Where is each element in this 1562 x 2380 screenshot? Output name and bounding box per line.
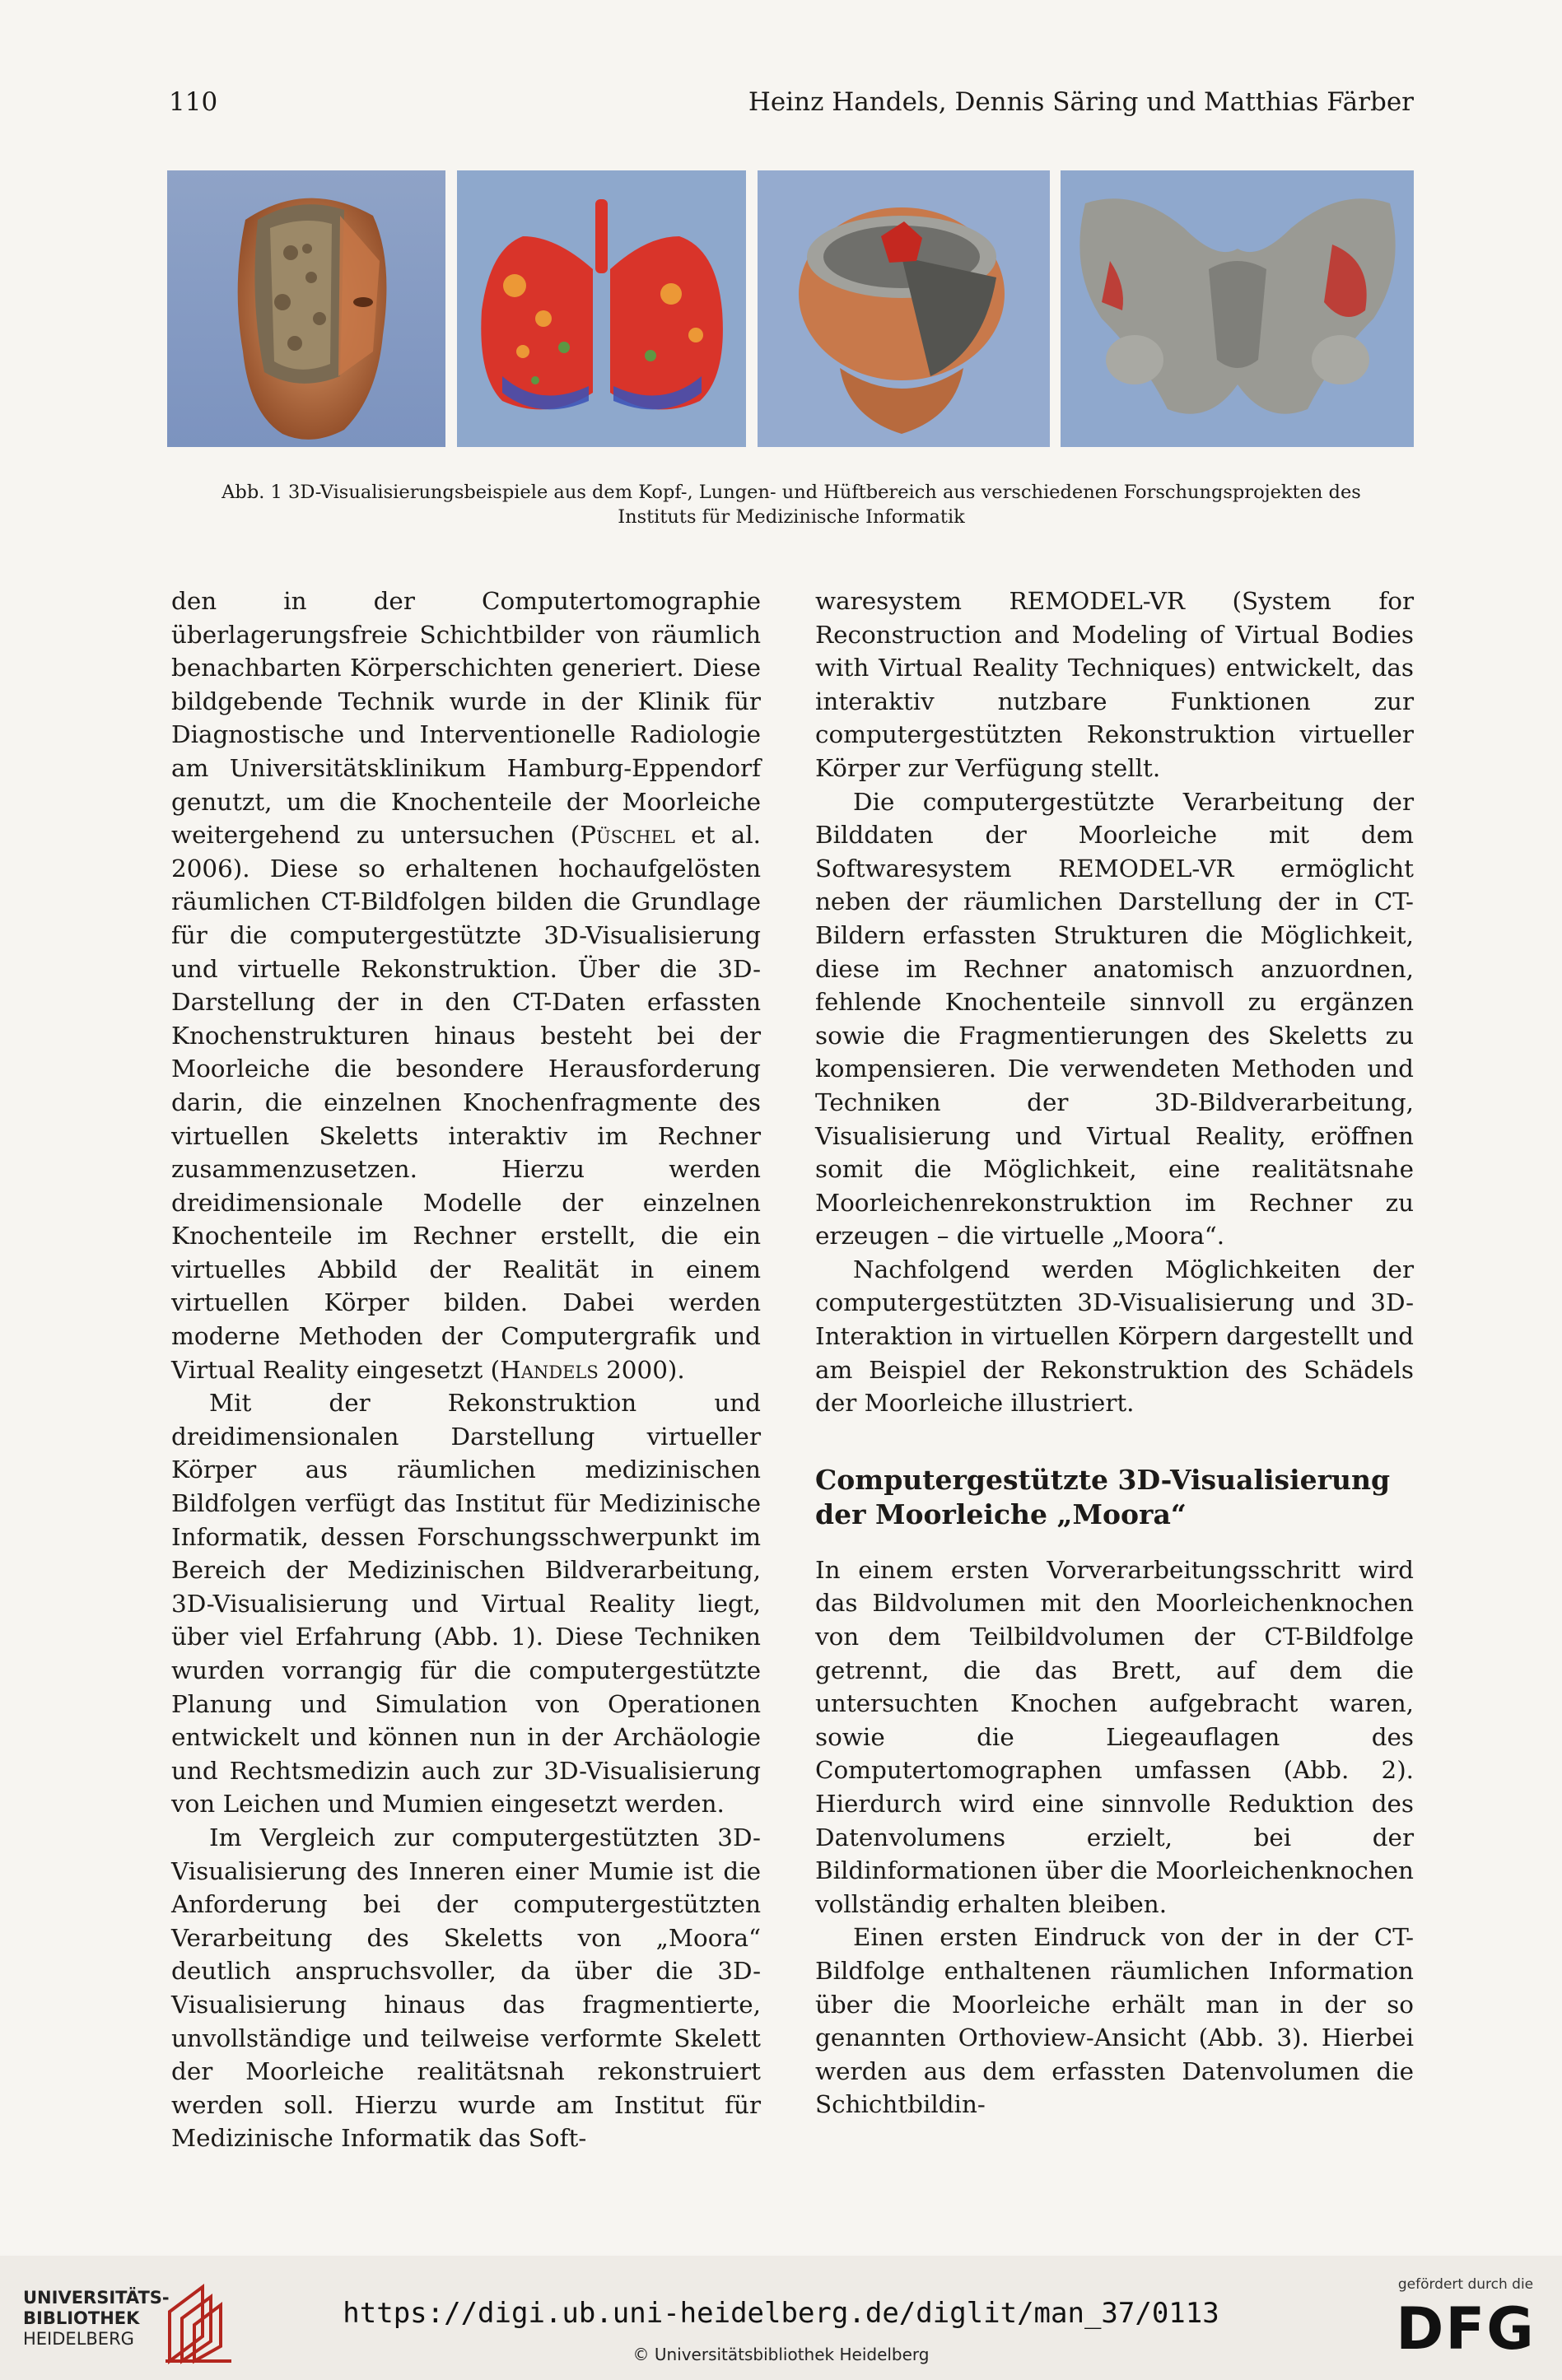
citation-author: Püschel [580,821,675,850]
paragraph-text: et al. 2006). Diese so erhaltenen hochaufgelösten räumlichen CT-Bildfolgen bilden die Grundlage für die computergestützte 3D-Visualisierung und virtuelle Rekonstruktion. Über die 3D-Darstellung der in den CT-Daten erfassten Knochenstrukturen hinaus besteht bei der Moorleiche die besondere Herausforderung darin, die einzelnen Knochenfragmente des virtuellen Skeletts interaktiv im Rechner zusammenzusetzen. Hierzu werden dreidimensionale Modelle der einzelnen Knochenteile im Rechner erstellt, die ein virtuelles Abbild der Realität in einem virtuellen Körper bilden. Dabei werden moderne Methoden der Computergrafik und Virtual Reality eingesetzt ( [171,821,762,1384]
figure-caption-line-2: Instituts für Medizinische Informatik [618,506,965,528]
running-head-authors: Heinz Handels, Dennis Säring und Matthias Färber [748,87,1414,117]
paragraph: Die computergestützte Verarbeitung der Bilddaten der Moorleiche mit dem Softwaresystem REMODEL-VR ermöglicht neben der räumlichen Darstellung der in CT-Bildern erfassten Strukturen die Möglichkeit, diese im Rechner anatomisch anzuordnen, fehlende Knochenteile sinnvoll zu ergänzen sowie die Fragmentierungen des Skeletts zu kompensieren. Die verwendeten Methoden und Techniken der 3D-Bildverarbeitung, Visualisierung und Virtual Reality, eröffnen somit die Möglichkeit, eine realitätsnahe Moorleichenrekonstruktion im Rechner zu erzeugen – die virtuelle „Moora“. [815,787,1414,1251]
paragraph: Nachfolgend werden Möglichkeiten der computergestützten 3D-Visualisierung und 3D-Interaktion in virtuellen Körpern dargestellt und am Beispiel der Rekonstruktion des Schädels der Moorleiche illustriert. [815,1255,1414,1418]
copyright-notice: © Universitätsbibliothek Heidelberg [632,2345,930,2364]
figure-panel-lungs [457,170,746,447]
figure-abb-1 [167,170,1414,447]
figure-panel-pelvis [1061,170,1414,447]
text-column-right [815,585,1414,2122]
library-name-line: BIBLIOTHEK [23,2308,140,2328]
figure-panel-skull-section [758,170,1050,447]
paragraph-text: 2000). [598,1355,685,1384]
dfg-logo: DFG [1396,2295,1536,2363]
page-header [169,87,1414,123]
paragraph-text: den in der Computertomographie überlagerungsfreie Schichtbilder von räumlich benachbarten Körperschichten generiert. Diese bildgebende Technik wurde in der Klinik für Diagnostische und Interventionelle Radiologie am Universitätsklinikum Hamburg-Eppendorf genutzt, um die Knochenteile der Moorleiche weitergehend zu untersuchen ( [171,587,761,850]
figure-caption-line-1: Abb. 1 3D-Visualisierungsbeispiele aus dem Kopf-, Lungen- und Hüftbereich aus verschiedenen Forschungsprojekten des [221,482,1361,503]
paragraph: Einen ersten Eindruck von der in der CT-Bildfolge enthaltenen räumlichen Information über die Moorleiche erhält man in der so genannten Orthoview-Ansicht (Abb. 3). Hierbei werden aus dem erfassten Datenvolumen die Schichtbildin- [815,1923,1414,2119]
section-heading: Computergestützte 3D-Visualisierung der Moorleiche „Moora“ [815,1463,1391,1530]
library-name-line: UNIVERSITÄTS- [23,2288,170,2308]
paragraph: Mit der Rekonstruktion und dreidimensionalen Darstellung virtueller Körper aus räumlichen medizinischen Bildfolgen verfügt das Institut für Medizinische Informatik, dessen Forschungsschwerpunkt im Bereich der Medizinischen Bildverarbeitung, 3D-Visualisierung und Virtual Reality liegt, über viel Erfahrung (Abb. 1). Diese Techniken wurden vorrangig für die computergestützte Planung und Simulation von Operationen entwickelt und können nun in der Archäologie und Rechtsmedizin auch zur 3D-Visualisierung von Leichen und Mumien eingesetzt werden. [171,1389,761,1819]
paragraph [171,585,761,1386]
figure-panel-head-skin-cutaway [167,170,445,447]
funder-badge[interactable] [1392,2276,1540,2367]
permalink-url[interactable]: https://digi.ub.uni-heidelberg.de/diglit/man_37/0113 [343,2297,1219,2330]
page-number: 110 [169,87,218,117]
citation-author: Handels [500,1355,599,1384]
funder-label: gefördert durch die [1397,2276,1534,2293]
paragraph: In einem ersten Vorverarbeitungsschritt wird das Bildvolumen mit den Moorleichenknochen von dem Teilbildvolumen der CT-Bildfolge getrennt, die das Brett, auf dem die untersuchten Knochen aufgebracht waren, sowie die Liegeauflagen des Computertomographen umfassen (Abb. 2). Hierdurch wird eine sinnvolle Reduktion des Datenvolumens erzielt, bei der Bildinformationen über die Moorleichenknochen vollständig erhalten bleiben. [815,1555,1414,1918]
paragraph: Im Vergleich zur computergestützten 3D-Visualisierung des Inneren einer Mumie ist die Anforderung bei der computergestützten Verarbeitung des Skeletts von „Moora“ deutlich anspruchsvoller, da über die 3D-Visualisierung hinaus das fragmentierte, unvollständige und teilweise verformte Skelett der Moorleiche realitätsnah rekonstruiert werden soll. Hierzu wurde am Institut für Medizinische Informatik das Soft- [171,1823,761,2153]
text-column-left [171,585,761,2155]
figure-caption [169,480,1414,529]
library-name-line: HEIDELBERG [23,2329,134,2349]
paragraph: waresystem REMODEL-VR (System for Reconstruction and Modeling of Virtual Bodies with Virtual Reality Techniques) entwickelt, das interaktiv nutzbare Funktionen zur computergestützten Rekonstruktion virtueller Körper zur Verfügung stellt. [815,587,1414,782]
